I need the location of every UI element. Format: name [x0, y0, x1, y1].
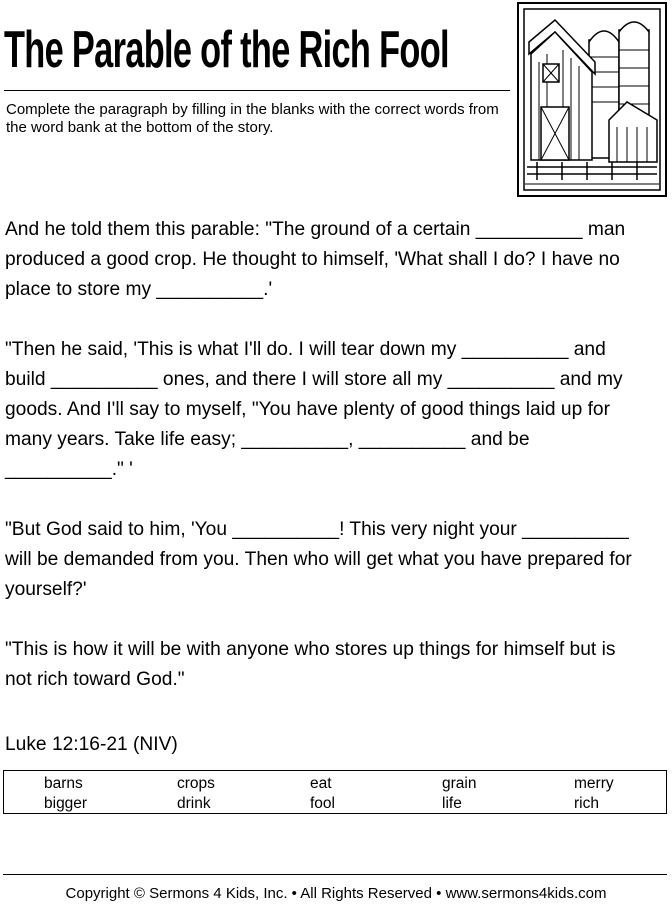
word-bank-item: barns: [44, 775, 83, 792]
story-paragraph-1: [5, 215, 667, 305]
story-line: yourself?': [5, 579, 87, 600]
story-line: "But God said to him, 'You __________! This very night your __________: [5, 519, 629, 540]
story-paragraph-4: [5, 635, 667, 695]
story-line: not rich toward God.": [5, 669, 185, 690]
title-divider: [4, 90, 510, 91]
story-line: And he told them this parable: "The ground of a certain __________ man: [5, 219, 626, 240]
word-bank-item: life: [442, 795, 462, 812]
story-line: goods. And I'll say to myself, "You have plenty of good things laid up for: [5, 399, 610, 420]
instructions: Complete the paragraph by filling in the blanks with the correct words from the word bank at the bottom of the story.: [6, 101, 499, 136]
word-bank-item: fool: [310, 795, 335, 812]
scripture-reference: Luke 12:16-21 (NIV): [5, 734, 178, 755]
story-line: produced a good crop. He thought to himself, 'What shall I do? I have no: [5, 249, 620, 270]
story-paragraph-2: [5, 335, 667, 485]
story-line: "This is how it will be with anyone who stores up things for himself but is: [5, 639, 616, 660]
story-line: __________." ': [5, 459, 133, 480]
story-line: place to store my __________.': [5, 279, 273, 300]
word-bank-item: crops: [177, 775, 215, 792]
story-line: build __________ ones, and there I will store all my __________ and my: [5, 369, 623, 390]
word-bank-item: rich: [574, 795, 599, 812]
copyright-footer: Copyright © Sermons 4 Kids, Inc. • All Rights Reserved • www.sermons4kids.com: [65, 885, 607, 902]
story-text: [5, 215, 667, 725]
page-title: The Parable of the Rich Fool: [4, 21, 449, 79]
word-bank-item: eat: [310, 775, 332, 792]
word-bank-item: drink: [177, 795, 211, 812]
barn-silo-icon: [517, 2, 667, 197]
story-line: will be demanded from you. Then who will get what you have prepared for: [5, 549, 632, 570]
footer-divider: [3, 874, 667, 875]
story-line: many years. Take life easy; __________, __________ and be: [5, 429, 530, 450]
story-paragraph-3: [5, 515, 667, 605]
word-bank: [3, 770, 667, 814]
word-bank-item: merry: [574, 775, 614, 792]
story-line: "Then he said, 'This is what I'll do. I will tear down my __________ and: [5, 339, 606, 360]
word-bank-item: bigger: [44, 795, 88, 812]
word-bank-item: grain: [442, 775, 477, 792]
